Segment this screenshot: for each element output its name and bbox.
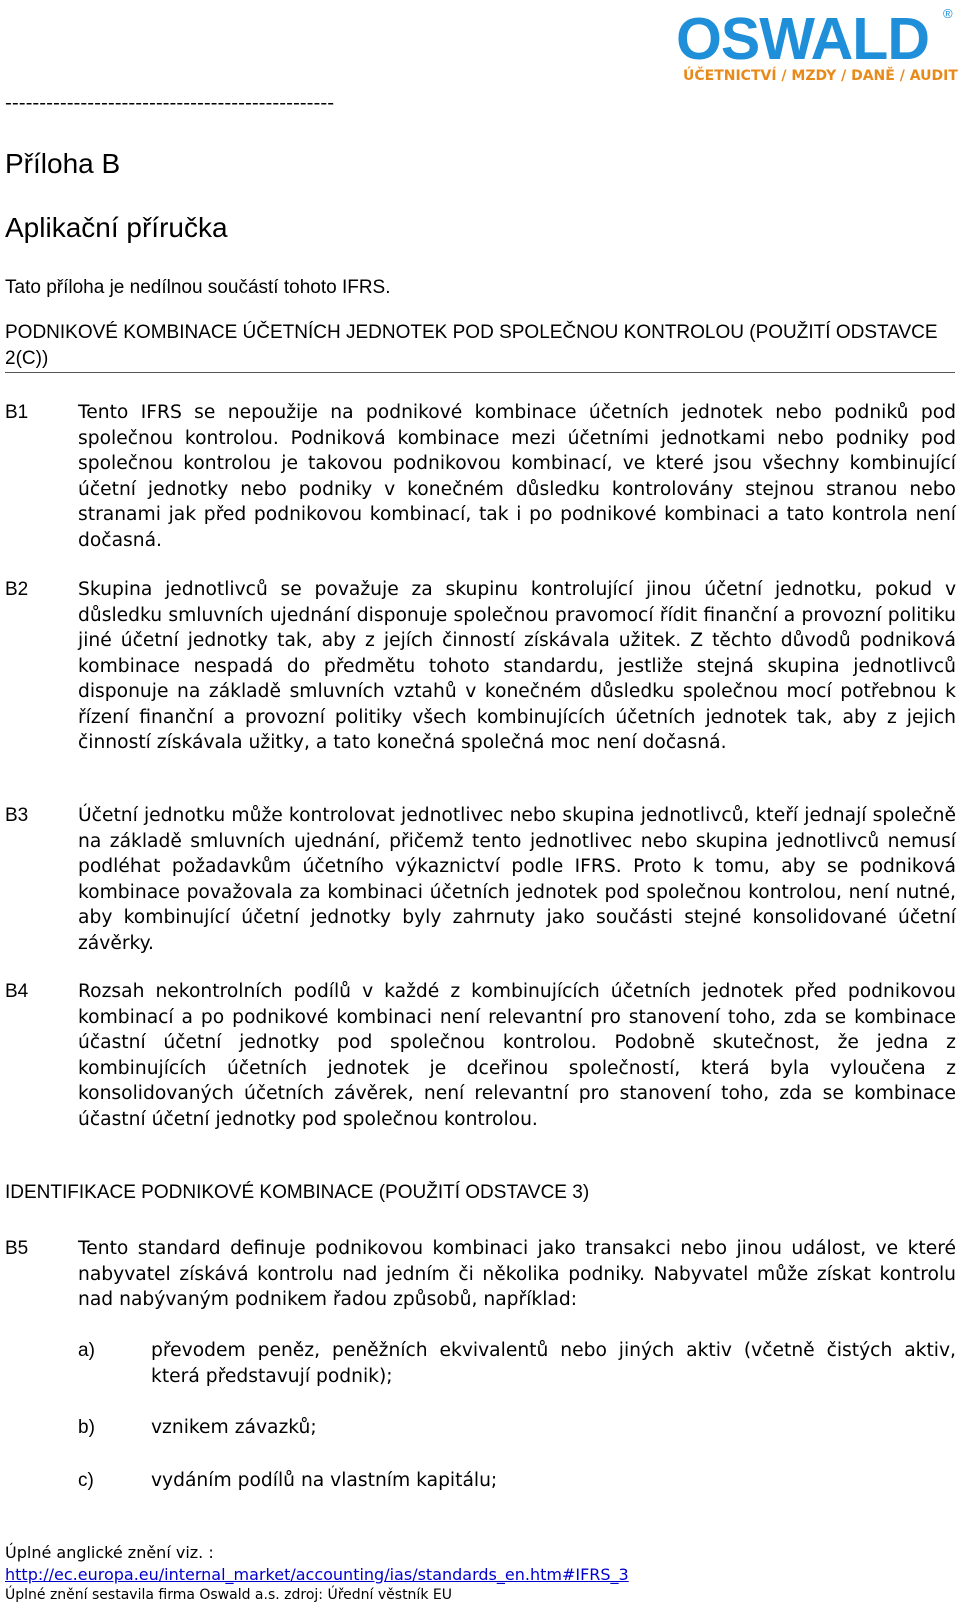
- logo-tagline: ÚČETNICTVÍ / MZDY / DANĚ / AUDIT: [683, 68, 958, 84]
- page-footer: [5, 1542, 955, 1605]
- list-item-text: vznikem závazků;: [151, 1417, 317, 1438]
- oswald-logo: [674, 6, 956, 92]
- footer-compiler-note: Úplné znění sestavila firma Oswald a.s. zdroj: Úřední věstník EU: [5, 1587, 452, 1603]
- list-item-text: převodem peněz, peněžních ekvivalentů nebo jiných aktiv (včetně čistých aktiv, která představují podnik);: [151, 1340, 956, 1387]
- paragraph-text: Rozsah nekontrolních podílů v každé z kombinujících účetních jednotek před podnikovou kombinací a po podnikové kombinaci není relevantní pro stanovení toho, zda se kombinace účastní účetní jednotky pod společnou kontrolou. Podobně skutečnost, že jedna z kombinujících účetních jednotek je dceřinou společností, která byla vyloučena z konsolidovaných účetních závěrek, není relevantní pro stanovení toho, zda se kombinace účastní účetní jednotky pod společnou kontrolou.: [78, 981, 956, 1130]
- section-divider: [5, 372, 955, 373]
- list-item-letter: c): [78, 1470, 94, 1491]
- paragraph-text: Účetní jednotku může kontrolovat jednotlivec nebo skupina jednotlivců, kteří jednají společně na základě smluvních ujednání, přičemž tento jednotlivec nebo skupina jednotlivců nemusí podléhat požadavkům účetního výkaznictví podle IFRS. Proto k tomu, aby se podniková kombinace považovala za kombinaci účetních jednotek pod společnou kontrolou, není nutné, aby kombinující účetní jednotky byly zahrnuty jako součásti stejné konsolidované účetní závěrky.: [78, 805, 956, 954]
- logo-registered-mark: ®: [943, 6, 953, 21]
- intro-text: Tato příloha je nedílnou součástí tohoto IFRS.: [5, 277, 391, 298]
- paragraph-number: B4: [5, 981, 29, 1002]
- paragraph-number: B5: [5, 1238, 29, 1259]
- paragraph-text: Tento standard definuje podnikovou kombinaci jako transakci nebo jinou událost, ve které nabyvatel získává kontrolu nad jedním či několika podniky. Nabyvatel může získat kontrolu nad nabývaným podnikem řadou způsobů, například:: [78, 1238, 956, 1310]
- section-heading-common-control: PODNIKOVÉ KOMBINACE ÚČETNÍCH JEDNOTEK POD SPOLEČNOU KONTROLOU (POUŽITÍ ODSTAVCE 2(C)): [5, 322, 938, 369]
- guide-title: Aplikační příručka: [5, 212, 228, 243]
- dashed-separator: ------------------------------------------------: [5, 92, 335, 114]
- paragraph-number: B2: [5, 579, 29, 600]
- annex-title: Příloha B: [5, 148, 121, 179]
- logo-wordmark: OSWALD: [676, 6, 929, 72]
- footer-source-label: Úplné anglické znění viz. :: [5, 1543, 214, 1562]
- section-heading-identification: IDENTIFIKACE PODNIKOVÉ KOMBINACE (POUŽITÍ ODSTAVCE 3): [5, 1182, 590, 1203]
- paragraph-text: Tento IFRS se nepoužije na podnikové kombinace účetních jednotek nebo podniků pod společnou kontrolou. Podniková kombinace mezi účetními jednotkami nebo podniky pod společnou kontrolou je takovou podnikovou kombinací, ve které jsou všechny kombinující účetní jednotky nebo podniky v konečném důsledku kontrolovány stejnou stranou nebo stranami jak před podnikovou kombinací, tak i po podnikové kombinaci a tato kontrola není dočasná.: [78, 402, 956, 551]
- list-item-text: vydáním podílů na vlastním kapitálu;: [151, 1470, 498, 1491]
- list-item-letter: b): [78, 1417, 95, 1438]
- paragraph-text: Skupina jednotlivců se považuje za skupinu kontrolující jinou účetní jednotku, pokud v důsledku smluvních ujednání disponuje společnou pravomocí řídit finanční a provozní politiku jiné účetní jednotky tak, aby z jejích činností získávala užitek. Z těchto důvodů podniková kombinace nespadá do předmětu tohoto standardu, jestliže stejná skupina jednotlivců disponuje na základě smluvních vztahů v konečném důsledku společnou mocí potřebnou k řízení finanční a provozní politiky všech kombinujících účetních jednotek tak, aby z jejich činností získávala užitky, a tato konečná společná moc není dočasná.: [78, 579, 956, 753]
- footer-source-link[interactable]: http://ec.europa.eu/internal_market/accounting/ias/standards_en.htm#IFRS_3: [5, 1565, 629, 1584]
- paragraph-number: B1: [5, 402, 29, 423]
- paragraph-number: B3: [5, 805, 29, 826]
- list-item-letter: a): [78, 1340, 95, 1361]
